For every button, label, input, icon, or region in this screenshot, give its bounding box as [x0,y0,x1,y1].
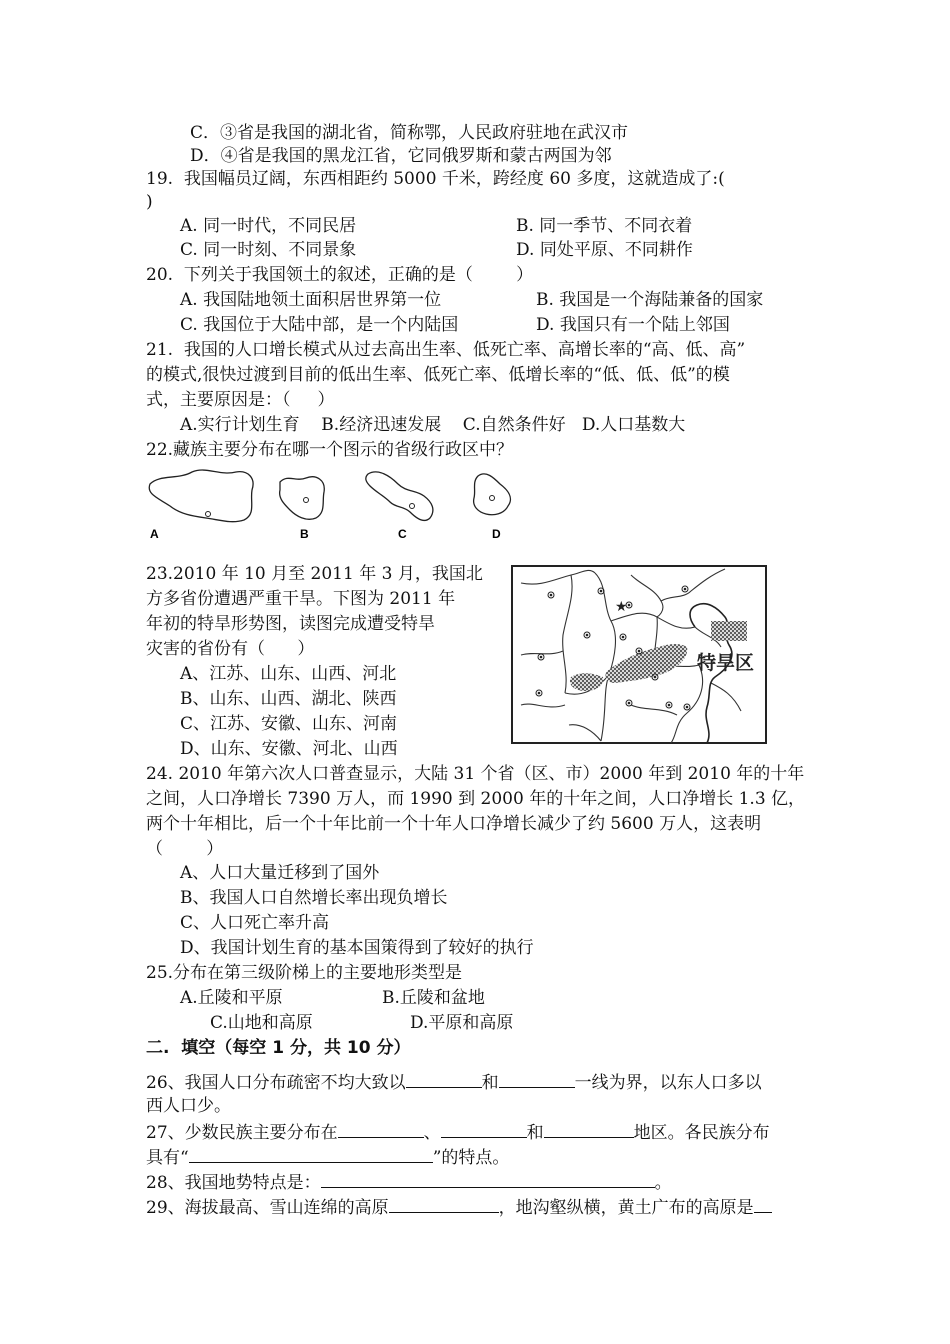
q23-option-d: D、山东、安徽、河北、山西 [180,739,398,759]
q23-stem-line2: 方多省份遭遇严重干旱。下图为 2011 年 [146,589,456,609]
q24-option-d: D、我国计划生育的基本国策得到了较好的执行 [180,938,534,958]
q18-option-c: C．③省是我国的湖北省，简称鄂，人民政府驻地在武汉市 [190,123,629,143]
q20-option-a: A. 我国陆地领土面积居世界第一位 [180,290,442,310]
q29-blank-2[interactable] [754,1195,772,1213]
q27-text-2: 、 [423,1123,441,1143]
q21-stem-line3: 式，主要原因是：（ ） [146,390,335,410]
q26-line2: 西人口少。 [146,1096,231,1116]
province-outline-d [474,474,511,515]
province-label-d: D [492,527,501,541]
q22-stem: 22.藏族主要分布在哪一个图示的省级行政区中？ [146,440,514,460]
q29-blank-1[interactable] [389,1195,499,1213]
q28-text-1: 28、我国地势特点是： [146,1173,321,1193]
province-label-b: B [300,527,309,541]
q25-option-c: C.山地和高原 [210,1013,313,1033]
q20-stem: 20. 下列关于我国领土的叙述，正确的是（ ） [146,265,534,285]
q27-text-6: ”的特点。 [432,1148,510,1168]
q29-line [146,1195,772,1219]
q20-option-d: D. 我国只有一个陆上邻国 [536,315,730,335]
q24-stem-line4: （ ） [146,839,224,859]
q27-blank-3[interactable] [544,1120,634,1138]
q24-stem-line3: 两个十年相比，后一个十年比前一个十年人口净增长减少了约 5600 万人，这表明 [146,814,762,834]
q20-option-b: B. 我国是一个海陆兼备的国家 [536,290,764,310]
q19-option-a: A. 同一时代，不同民居 [180,216,357,236]
q24-option-c: C、人口死亡率升高 [180,913,330,933]
q18-option-d: D．④省是我国的黑龙江省，它同俄罗斯和蒙古两国为邻 [190,146,612,166]
q21-stem-line2: 的模式,很快过渡到目前的低出生率、低死亡率、低增长率的“低、低、低”的模 [146,365,730,385]
q21-stem-line1: 21. 我国的人口增长模式从过去高出生率、低死亡率、高增长率的“高、低、高” [146,340,746,360]
section-title: 二. 填空（每空 1 分，共 10 分） [146,1038,411,1058]
q23-stem-line1: 23.2010 年 10 月至 2011 年 3 月，我国北 [146,564,483,584]
drought-legend-swatch [711,621,747,641]
province-outline-figures [140,462,520,544]
q26-text-3: 一线为界，以东人口多以 [574,1073,762,1093]
drought-legend-label: 特旱区 [697,652,755,674]
q25-option-b: B.丘陵和盆地 [382,988,485,1008]
q19-stem-end: ) [146,192,153,212]
q24-option-a: A、人口大量迁移到了国外 [180,863,380,883]
q26-blank-2[interactable] [499,1070,575,1088]
q21-options: A.实行计划生育 B.经济迅速发展 C.自然条件好 D.人口基数大 [180,415,686,435]
q19-option-d: D. 同处平原、不同耕作 [516,240,693,260]
q28-text-2: 。 [654,1173,672,1193]
province-label-a: A [150,527,159,541]
q25-stem: 25.分布在第三级阶梯上的主要地形类型是 [146,963,463,983]
q26-line1 [146,1070,762,1094]
q23-stem-line4: 灾害的省份有（ ） [146,639,315,659]
q26-blank-1[interactable] [406,1070,482,1088]
province-label-c: C [398,527,407,541]
q27-line2 [146,1145,509,1169]
q24-stem-line2: 之间，人口净增长 7390 万人，而 1990 到 2000 年的十年之间，人口净增长 1.3 亿， [146,789,806,809]
q27-blank-2[interactable] [441,1120,527,1138]
q25-option-d: D.平原和高原 [410,1013,514,1033]
province-outline-b [280,477,325,520]
province-outline-c [366,472,433,521]
q26-text-1: 26、我国人口分布疏密不均大致以 [146,1073,406,1093]
svg-text:★: ★ [615,599,628,615]
province-outline-a [149,470,253,522]
q26-text-2: 和 [481,1073,499,1093]
q28-blank[interactable] [321,1170,655,1188]
q29-text-1: 29、海拔最高、雪山连绵的高原 [146,1198,389,1218]
q23-option-a: A、江苏、山东、山西、河北 [180,664,397,684]
q27-text-3: 和 [526,1123,544,1143]
q27-text-1: 27、少数民族主要分布在 [146,1123,338,1143]
q27-text-4: 地区。各民族分布 [633,1123,770,1143]
q27-blank-4[interactable] [189,1145,433,1163]
q27-blank-1[interactable] [338,1120,424,1138]
q19-stem: 19. 我国幅员辽阔，东西相距约 5000 千米，跨经度 60 多度，这就造成了:( [146,169,725,189]
q19-option-b: B. 同一季节、不同衣着 [516,216,693,236]
q25-option-a: A.丘陵和平原 [180,988,283,1008]
q28-line [146,1170,672,1194]
q27-text-5: 具有“ [146,1148,189,1168]
q23-option-c: C、江苏、安徽、山东、河南 [180,714,398,734]
q27-line1 [146,1120,770,1144]
q23-option-b: B、山东、山西、湖北、陕西 [180,689,397,709]
q20-option-c: C. 我国位于大陆中部，是一个内陆国 [180,315,459,335]
q23-stem-line3: 年初的特旱形势图，读图完成遭受特旱 [146,614,435,634]
q24-stem-line1: 24. 2010 年第六次人口普查显示，大陆 31 个省（区、市）2000 年到 2010 年的十年 [146,764,805,784]
drought-map [511,565,767,744]
q29-text-2: ，地沟壑纵横，黄土广布的高原是 [498,1198,754,1218]
q24-option-b: B、我国人口自然增长率出现负增长 [180,888,448,908]
q19-option-c: C. 同一时刻、不同景象 [180,240,357,260]
